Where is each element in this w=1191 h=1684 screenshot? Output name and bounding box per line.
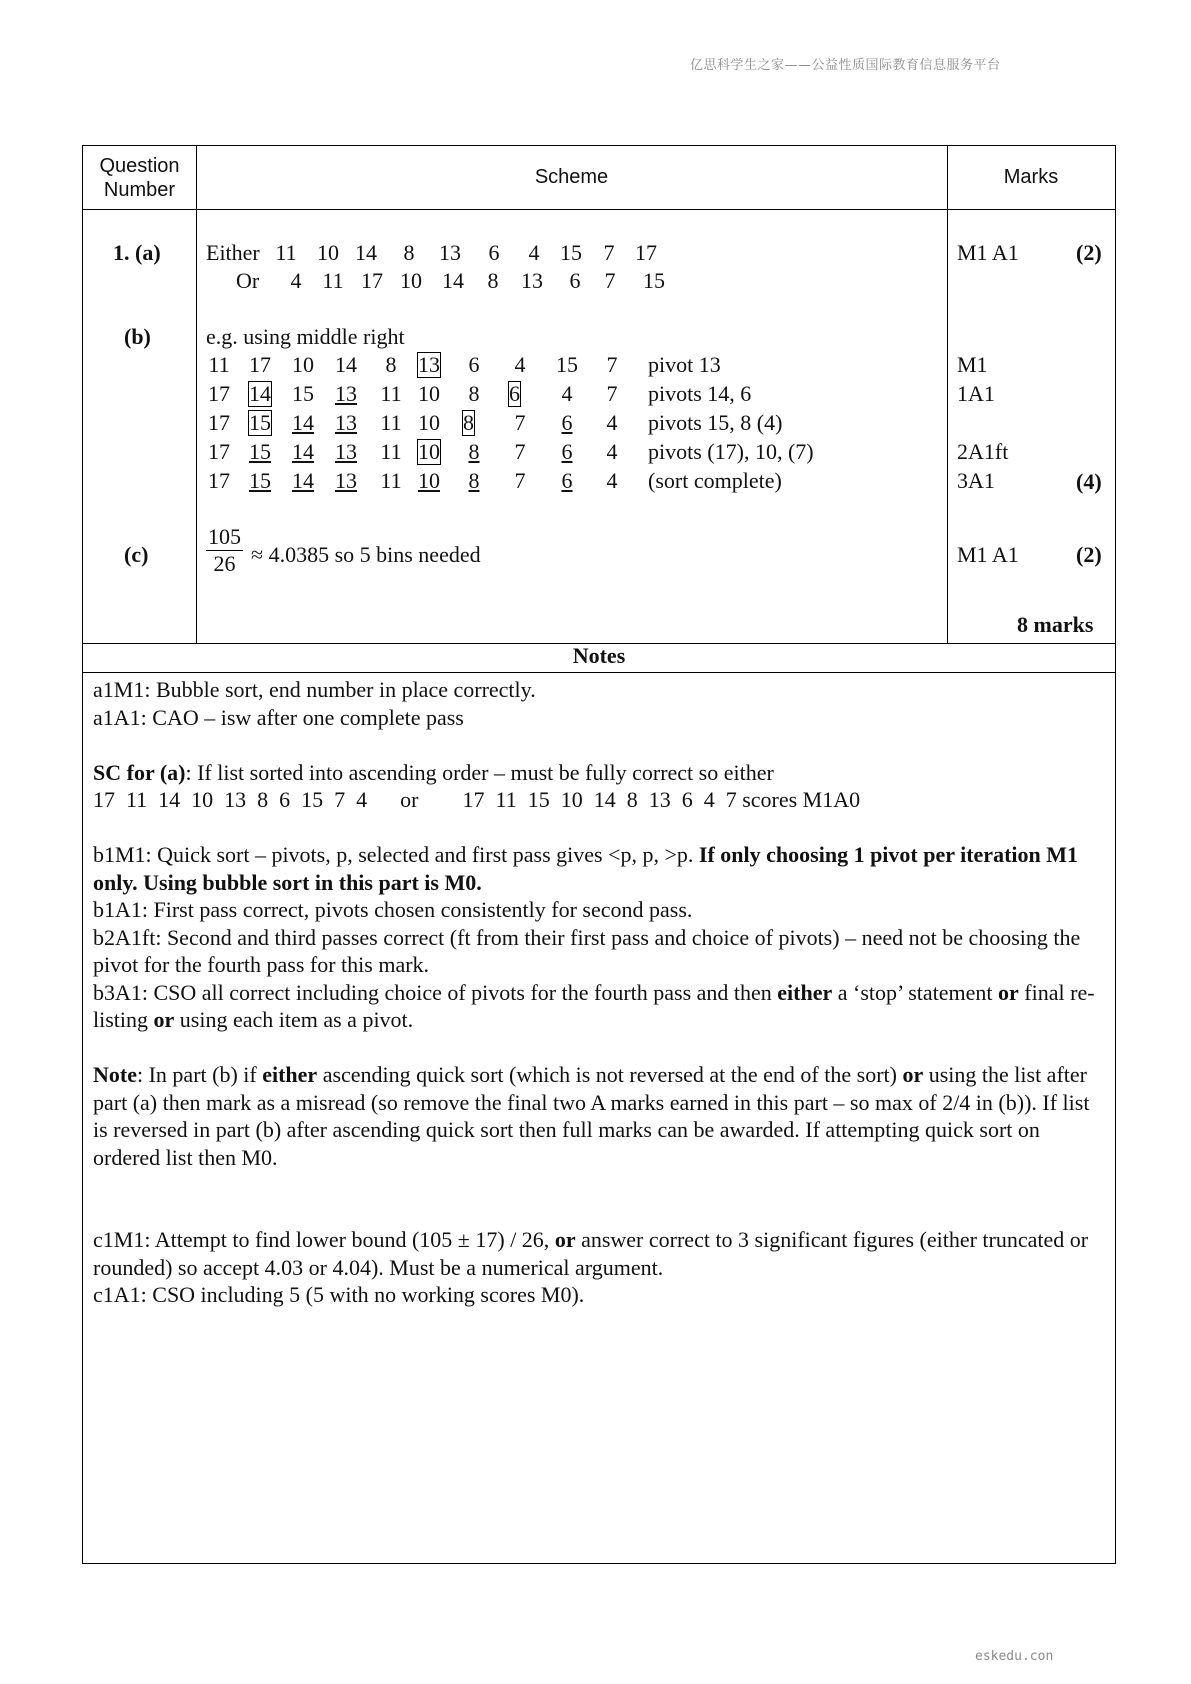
pivot-value: 15 <box>249 410 271 435</box>
notes-body <box>93 676 1103 1309</box>
note-b3a1-or-1: or <box>998 979 1019 1005</box>
notes-divider-bottom <box>83 672 1115 673</box>
part-c-total: (2) <box>1076 542 1102 567</box>
pass-mark: M1 <box>957 352 988 377</box>
list-value: 14 <box>335 352 357 377</box>
list-value: 8 <box>468 381 480 406</box>
notes-title: Notes <box>572 643 626 668</box>
list-value: 11 <box>380 410 402 435</box>
note-b3a1-text-3: final re-listing <box>93 979 1095 1032</box>
placed-value: 13 <box>335 439 357 464</box>
list-value: 7 <box>606 381 618 406</box>
either-sequence-value: 6 <box>488 240 500 265</box>
or-sequence-value: 10 <box>400 268 422 293</box>
part-c-marks: M1 A1 <box>957 542 1019 567</box>
either-sequence-value: 10 <box>317 240 339 265</box>
placed-value: 15 <box>249 439 271 464</box>
list-value: 4 <box>606 410 618 435</box>
note-sc-a-text: : If list sorted into ascending order – must be fully correct so either <box>185 759 774 785</box>
either-sequence-value: 8 <box>403 240 415 265</box>
placed-value: 14 <box>292 410 314 435</box>
part-a-or-sequence <box>83 268 947 296</box>
pass-note: pivots (17), 10, (7) <box>648 439 814 464</box>
note-sc-a <box>93 759 1103 787</box>
note-c1a1: c1A1: CSO including 5 (5 with no working scores M0). <box>93 1282 585 1307</box>
list-value: 6 <box>468 352 480 377</box>
placed-value: 8 <box>468 439 480 464</box>
list-value: 17 <box>208 468 230 493</box>
note-c1m1 <box>93 1226 1103 1281</box>
list-value: 10 <box>418 410 440 435</box>
or-sequence-value: 13 <box>521 268 543 293</box>
list-value: 17 <box>208 439 230 464</box>
either-sequence-value: 4 <box>528 240 540 265</box>
fraction-denominator: 26 <box>213 551 236 576</box>
pass-note: (sort complete) <box>648 468 782 493</box>
note-sc-a-sequences: 17 11 14 10 13 8 6 15 7 4 or 17 11 15 10 14 8 13 6 4 7 scores M1A0 <box>93 787 861 812</box>
list-value: 7 <box>514 439 526 464</box>
quick-sort-passes <box>83 352 1115 502</box>
note-b1m1-bold: If only choosing 1 pivot per iteration M1 only. Using bubble sort in this part is M0. <box>93 842 1079 895</box>
marks-header: Marks <box>1003 166 1059 188</box>
part-a-either-sequence <box>83 240 947 268</box>
scheme-header: Scheme <box>534 166 609 188</box>
pivot-value: 6 <box>509 381 520 406</box>
either-sequence-value: 13 <box>439 240 461 265</box>
note-b1m1-text: b1M1: Quick sort – pivots, p, selected and first pass gives <p, p, >p. <box>93 842 699 867</box>
pass-mark: 3A1 <box>957 468 995 493</box>
quick-sort-pass-row <box>83 381 1115 409</box>
list-value: 10 <box>418 381 440 406</box>
placed-value: 6 <box>561 410 573 435</box>
pass-mark: 1A1 <box>957 381 995 406</box>
pass-note: pivot 13 <box>648 352 721 377</box>
note-misread <box>93 1061 1103 1171</box>
list-value: 15 <box>556 352 578 377</box>
note-misread-text-3: using the list after part (a) then mark as a misread (so remove the final two A marks earned in this part – so max of 2/4 in (b)). If list is reversed in part (b) after ascending quick sort then full marks can be awarded. If attempting quick sort on ordered list then M0. <box>93 1062 1090 1170</box>
note-b3a1-text-4: using each item as a pivot. <box>174 1007 414 1032</box>
placed-value: 14 <box>292 468 314 493</box>
placed-value: 13 <box>335 381 357 406</box>
note-c1m1-text-2: answer correct to 3 significant figures (either truncated or rounded) so accept 4.03 or 4.04). Must be a numerical argument. <box>93 1227 1089 1280</box>
note-misread-text-2: ascending quick sort (which is not reversed at the end of the sort) <box>317 1062 903 1087</box>
part-b-total: (4) <box>1076 469 1102 494</box>
pivot-value: 8 <box>463 410 474 435</box>
list-value: 7 <box>606 352 618 377</box>
list-value: 4 <box>561 381 573 406</box>
either-sequence-value: 7 <box>603 240 615 265</box>
pivot-value: 10 <box>418 439 440 464</box>
page-footer: eskedu.con <box>975 1649 1054 1664</box>
placed-value: 6 <box>561 439 573 464</box>
note-b1m1 <box>93 841 1103 896</box>
list-value: 15 <box>292 381 314 406</box>
pivot-value: 13 <box>418 352 440 377</box>
list-value: 4 <box>514 352 526 377</box>
either-sequence-value: 14 <box>355 240 377 265</box>
or-sequence-value: 17 <box>361 268 383 293</box>
list-value: 8 <box>385 352 397 377</box>
list-value: 7 <box>514 410 526 435</box>
note-b1a1: b1A1: First pass correct, pivots chosen consistently for second pass. <box>93 897 693 922</box>
part-c-label: (c) <box>124 542 149 567</box>
list-value: 11 <box>380 468 402 493</box>
or-sequence-value: 7 <box>604 268 616 293</box>
note-b3a1 <box>93 979 1103 1034</box>
note-b3a1-text-1: b3A1: CSO all correct including choice of pivots for the fourth pass and then <box>93 979 778 1005</box>
placed-value: 8 <box>468 468 480 493</box>
quick-sort-pass-row <box>83 410 1115 438</box>
or-sequence-value: 11 <box>322 268 344 293</box>
pass-note: pivots 15, 8 (4) <box>648 410 783 435</box>
quick-sort-pass-row <box>83 439 1115 467</box>
note-misread-bold: Note <box>93 1062 137 1087</box>
list-value: 11 <box>380 439 402 464</box>
note-c1m1-or: or <box>554 1227 576 1252</box>
list-value: 17 <box>208 381 230 406</box>
note-sc-a-bold: SC for (a) <box>93 759 186 785</box>
pivot-value: 14 <box>249 381 271 406</box>
or-sequence-value: 4 <box>290 268 302 293</box>
pass-note: pivots 14, 6 <box>648 381 752 406</box>
quick-sort-pass-row <box>83 468 1115 496</box>
note-b2a1ft: b2A1ft: Second and third passes correct (ft from their first pass and choice of pivots) – need not be choosing the pivot for the fourth pass for this mark. <box>93 924 1081 977</box>
quick-sort-pass-row <box>83 352 1115 380</box>
placed-value: 13 <box>335 468 357 493</box>
note-misread-or: or <box>902 1062 924 1087</box>
note-b3a1-or-2: or <box>153 1007 175 1032</box>
placed-value: 14 <box>292 439 314 464</box>
either-sequence-value: 15 <box>560 240 582 265</box>
placed-value: 15 <box>249 468 271 493</box>
placed-value: 6 <box>561 468 573 493</box>
or-sequence-value: 14 <box>442 268 464 293</box>
question-number-header: Question Number <box>99 155 180 201</box>
part-a-either-word: Either <box>206 240 260 265</box>
part-a-label: 1. (a) <box>113 240 161 265</box>
note-misread-text-1: : In part (b) if <box>136 1062 263 1087</box>
part-a-marks: M1 A1 <box>957 240 1019 265</box>
or-sequence-value: 8 <box>487 268 499 293</box>
either-sequence-value: 17 <box>635 240 657 265</box>
list-value: 17 <box>249 352 271 377</box>
placed-value: 10 <box>418 468 440 493</box>
fraction-105-over-26 <box>206 524 243 577</box>
list-value: 11 <box>380 381 402 406</box>
note-b3a1-text-2: a ‘stop’ statement <box>832 979 999 1005</box>
list-value: 4 <box>606 439 618 464</box>
part-b-label: (b) <box>124 324 151 349</box>
mark-scheme-table <box>82 145 1116 1564</box>
placed-value: 13 <box>335 410 357 435</box>
note-b3a1-either: either <box>777 979 833 1005</box>
or-sequence-value: 6 <box>569 268 581 293</box>
or-sequence-value: 15 <box>643 268 665 293</box>
part-a-or-word: Or <box>236 268 260 293</box>
list-value: 4 <box>606 468 618 493</box>
list-value: 10 <box>292 352 314 377</box>
note-c1m1-text-1: c1M1: Attempt to find lower bound (105 ± 17) / 26, <box>93 1227 555 1252</box>
note-misread-either: either <box>262 1062 318 1087</box>
note-a1a1: a1A1: CAO – isw after one complete pass <box>93 704 464 730</box>
part-c-result: ≈ 4.0385 so 5 bins needed <box>251 542 481 567</box>
list-value: 7 <box>514 468 526 493</box>
note-a1m1: a1M1: Bubble sort, end number in place correctly. <box>93 677 536 702</box>
part-a-total: (2) <box>1076 240 1102 265</box>
page-header: 亿思科学生之家——公益性质国际教育信息服务平台 <box>690 58 1001 73</box>
total-marks: 8 marks <box>1017 612 1094 637</box>
header-divider <box>83 209 1115 210</box>
either-sequence-value: 11 <box>275 240 297 265</box>
list-value: 17 <box>208 410 230 435</box>
list-value: 11 <box>208 352 230 377</box>
pass-mark: 2A1ft <box>957 439 1009 464</box>
fraction-numerator: 105 <box>208 524 241 549</box>
part-b-intro: e.g. using middle right <box>206 324 405 349</box>
